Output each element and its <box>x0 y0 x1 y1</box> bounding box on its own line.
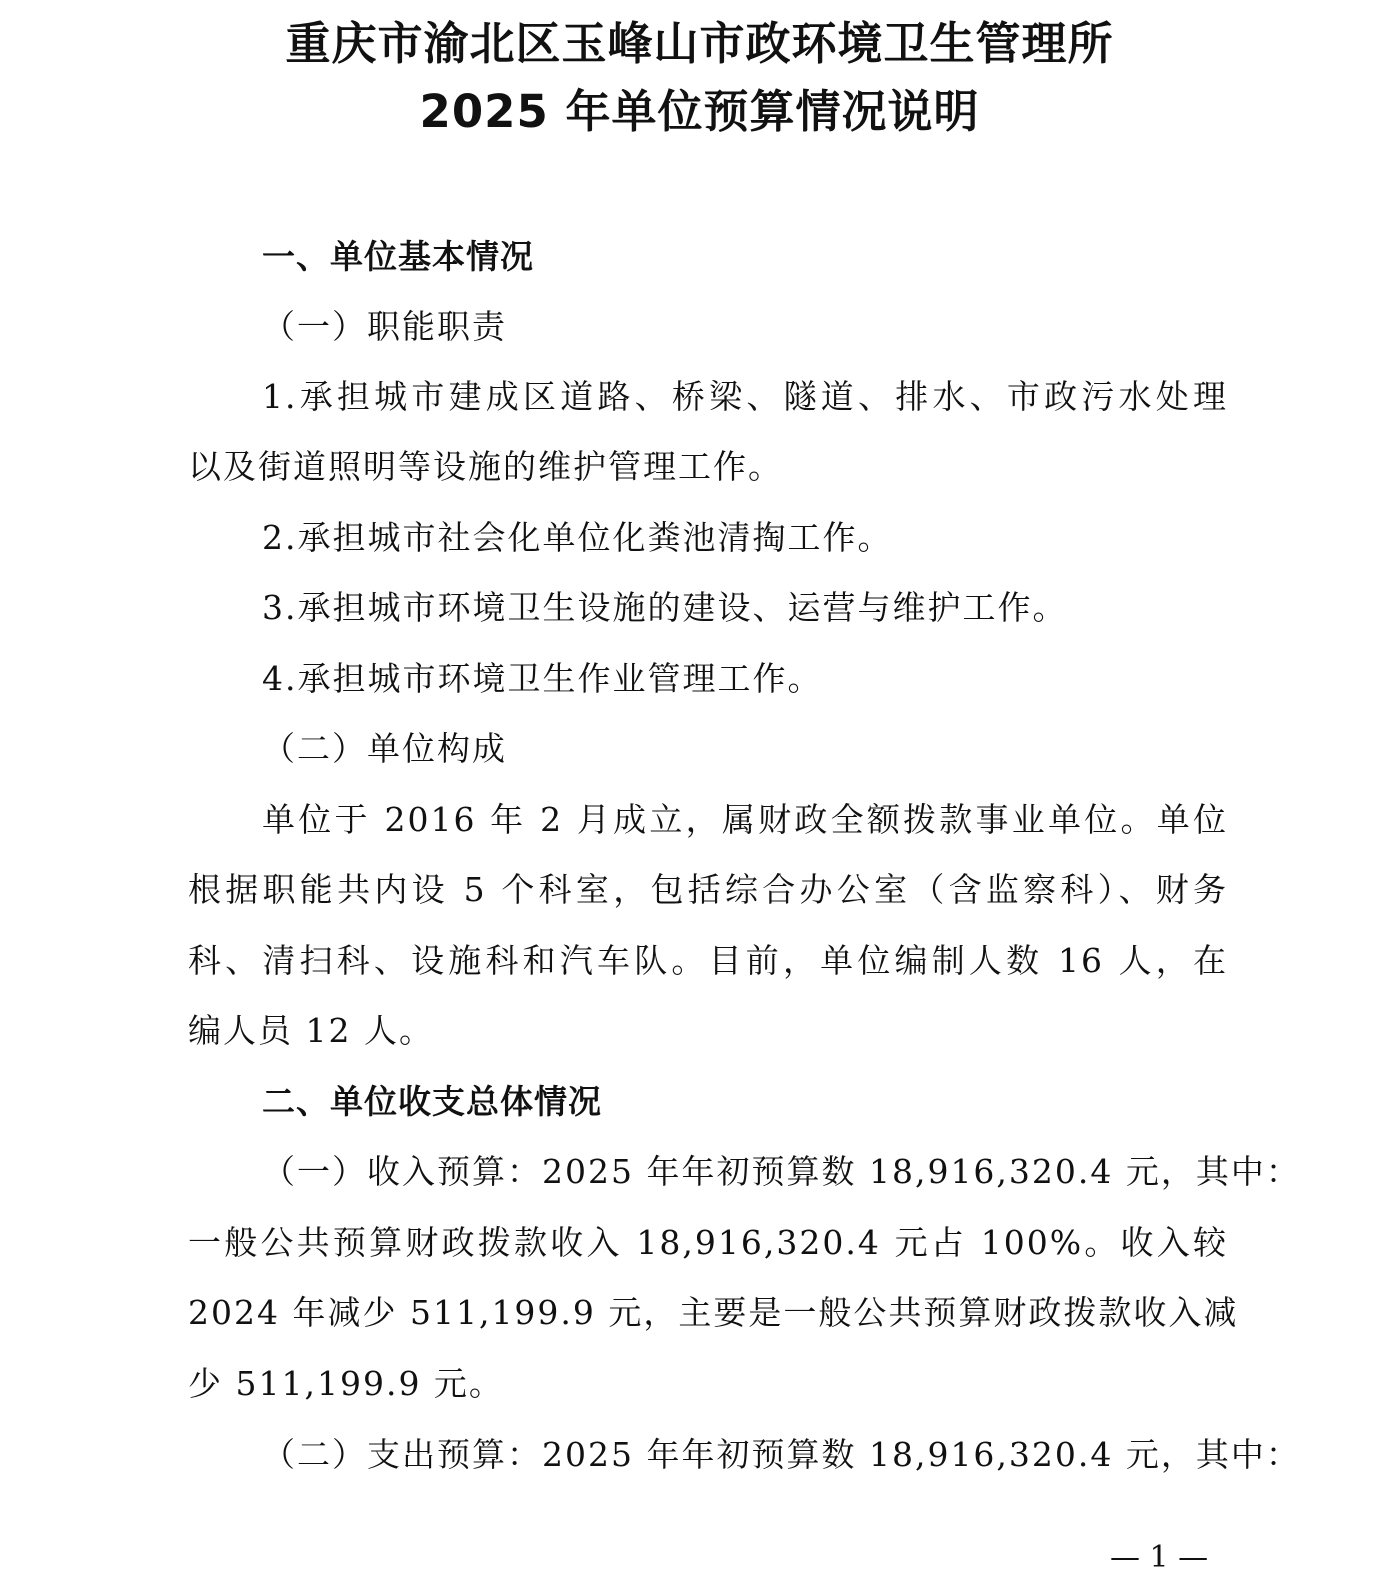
composition-para-line-4: 编人员 12 人。 <box>188 1011 434 1050</box>
composition-para-line-3: 科、清扫科、设施科和汽车队。目前，单位编制人数 16 人，在 <box>188 941 1228 980</box>
duty-item-4: 4.承担城市环境卫生作业管理工作。 <box>262 659 823 698</box>
duty-item-3: 3.承担城市环境卫生设施的建设、运营与维护工作。 <box>262 588 1068 627</box>
subsection-composition-heading: （二）单位构成 <box>262 729 507 768</box>
income-budget-line-1: （一）收入预算：2025 年年初预算数 18,916,320.4 元，其中： <box>262 1152 1301 1191</box>
duty-item-1-line-1: 1.承担城市建成区道路、桥梁、隧道、排水、市政污水处理 <box>262 377 1228 416</box>
subsection-duties-heading: （一）职能职责 <box>262 307 507 346</box>
income-budget-line-4: 少 511,199.9 元。 <box>188 1364 504 1403</box>
income-budget-line-2: 一般公共预算财政拨款收入 18,916,320.4 元占 100%。收入较 <box>188 1223 1228 1262</box>
document-title-line-2: 2025 年单位预算情况说明 <box>419 85 980 138</box>
composition-para-line-1: 单位于 2016 年 2 月成立，属财政全额拨款事业单位。单位 <box>262 800 1228 839</box>
section-2-heading: 二、单位收支总体情况 <box>262 1082 602 1121</box>
income-budget-line-3: 2024 年减少 511,199.9 元，主要是一般公共预算财政拨款收入减 <box>188 1293 1239 1332</box>
section-1-heading: 一、单位基本情况 <box>262 237 534 276</box>
composition-para-line-2: 根据职能共内设 5 个科室，包括综合办公室（含监察科）、财务 <box>188 870 1228 909</box>
expense-budget-line-1: （二）支出预算：2025 年年初预算数 18,916,320.4 元，其中： <box>262 1435 1301 1474</box>
duty-item-1-line-2: 以及街道照明等设施的维护管理工作。 <box>188 447 783 486</box>
page-number: — 1 — <box>1110 1540 1209 1575</box>
duty-item-2: 2.承担城市社会化单位化粪池清掏工作。 <box>262 518 893 557</box>
document-title-line-1: 重庆市渝北区玉峰山市政环境卫生管理所 <box>285 17 1114 70</box>
